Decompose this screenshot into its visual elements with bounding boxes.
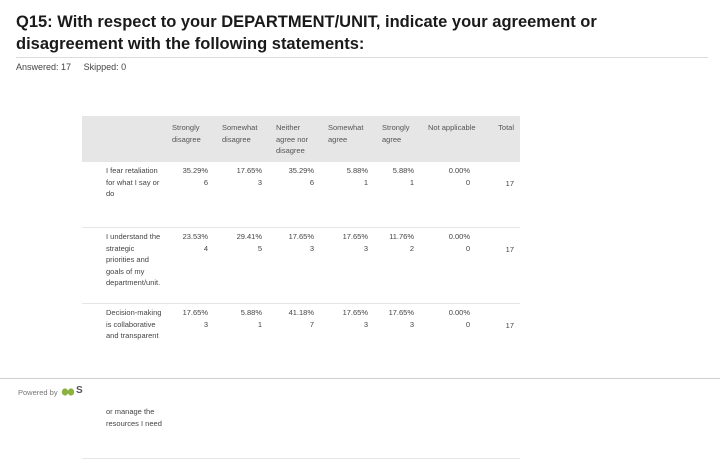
cell-count: 1 <box>409 177 414 187</box>
table-cell <box>218 304 272 380</box>
header-not-applicable: Not applicable <box>424 116 480 162</box>
table-cell <box>218 228 272 304</box>
cell-percent: 29.41% <box>236 232 262 241</box>
table-cell <box>378 304 424 380</box>
table-cell <box>324 162 378 228</box>
table-cell <box>378 228 424 304</box>
skipped-count: Skipped: 0 <box>83 62 127 72</box>
cell-count: 6 <box>309 177 314 187</box>
cell-count: 0 <box>465 319 470 329</box>
table-cell <box>324 304 378 380</box>
cell-percent: 35.29% <box>182 166 208 175</box>
answered-count: Answered: 17 <box>16 62 72 72</box>
row-label: I understand the strategic priorities and goals of my department/unit. <box>82 228 168 304</box>
results-table-container <box>82 116 520 428</box>
cell-percent: 5.88% <box>346 166 368 175</box>
cell-count: 3 <box>409 319 414 329</box>
cell-percent: 17.65% <box>388 308 414 317</box>
cell-percent: 35.29% <box>288 166 314 175</box>
cell-count: 2 <box>409 243 414 253</box>
cell-count: 3 <box>363 243 368 253</box>
table-cell <box>272 162 324 228</box>
header-somewhat-disagree: Somewhat disagree <box>218 116 272 162</box>
logo-letter: S <box>76 385 83 396</box>
divider <box>16 57 708 58</box>
cell-count: 6 <box>203 177 208 187</box>
cell-count: 0 <box>465 243 470 253</box>
cell-percent: 17.65% <box>342 308 368 317</box>
table-row <box>82 228 520 304</box>
cell-percent: 0.00% <box>448 308 470 317</box>
footer <box>0 378 720 406</box>
cell-count: 3 <box>363 319 368 329</box>
surveymonkey-logo-icon <box>61 385 75 403</box>
cell-percent: 0.00% <box>448 232 470 241</box>
table-cell <box>424 162 480 228</box>
row-label: Decision-making is collaborative and transparent <box>82 304 168 380</box>
table-cell <box>168 162 218 228</box>
row-total: 17 <box>480 228 520 304</box>
table-header-row <box>82 116 520 162</box>
table-cell <box>218 162 272 228</box>
cell-percent: 17.65% <box>182 308 208 317</box>
header-total: Total <box>480 116 520 162</box>
cell-count: 5 <box>257 243 262 253</box>
row-total: 17 <box>480 162 520 228</box>
table-row <box>82 162 520 228</box>
cell-percent: 0.00% <box>448 166 470 175</box>
table-cell <box>168 304 218 380</box>
table-cell <box>168 228 218 304</box>
header-blank <box>82 116 168 162</box>
cell-count: 3 <box>203 319 208 329</box>
cell-percent: 23.53% <box>182 232 208 241</box>
response-stats <box>16 62 136 72</box>
row-total: 17 <box>480 304 520 380</box>
cell-count: 1 <box>257 319 262 329</box>
powered-by-label: Powered by <box>18 388 58 397</box>
cell-percent: 5.88% <box>240 308 262 317</box>
cell-percent: 41.18% <box>288 308 314 317</box>
cell-percent: 11.76% <box>389 232 414 241</box>
table-row <box>82 304 520 380</box>
results-table <box>82 116 520 459</box>
cell-count: 3 <box>257 177 262 187</box>
table-cell <box>424 304 480 380</box>
cell-count: 1 <box>363 177 368 187</box>
table-cell <box>378 162 424 228</box>
cell-count: 7 <box>309 319 314 329</box>
cell-count: 0 <box>465 177 470 187</box>
row-label: I fear retaliation for what I say or do <box>82 162 168 228</box>
table-cell <box>324 228 378 304</box>
question-title: Q15: With respect to your DEPARTMENT/UNIT, indicate your agreement or disagreement with the following statements: <box>16 13 597 53</box>
cell-percent: 5.88% <box>392 166 414 175</box>
header-strongly-disagree: Strongly disagree <box>168 116 218 162</box>
header-strongly-agree: Strongly agree <box>378 116 424 162</box>
header-neither: Neither agree nor disagree <box>272 116 324 162</box>
table-cell <box>424 228 480 304</box>
cell-count: 4 <box>203 243 208 253</box>
cell-count: 3 <box>309 243 314 253</box>
cell-percent: 17.65% <box>288 232 314 241</box>
cell-percent: 17.65% <box>342 232 368 241</box>
header-somewhat-agree: Somewhat agree <box>324 116 378 162</box>
table-cell <box>272 228 324 304</box>
table-cell <box>272 304 324 380</box>
cell-percent: 17.65% <box>236 166 262 175</box>
row-label: or manage the resources I need <box>82 380 168 459</box>
